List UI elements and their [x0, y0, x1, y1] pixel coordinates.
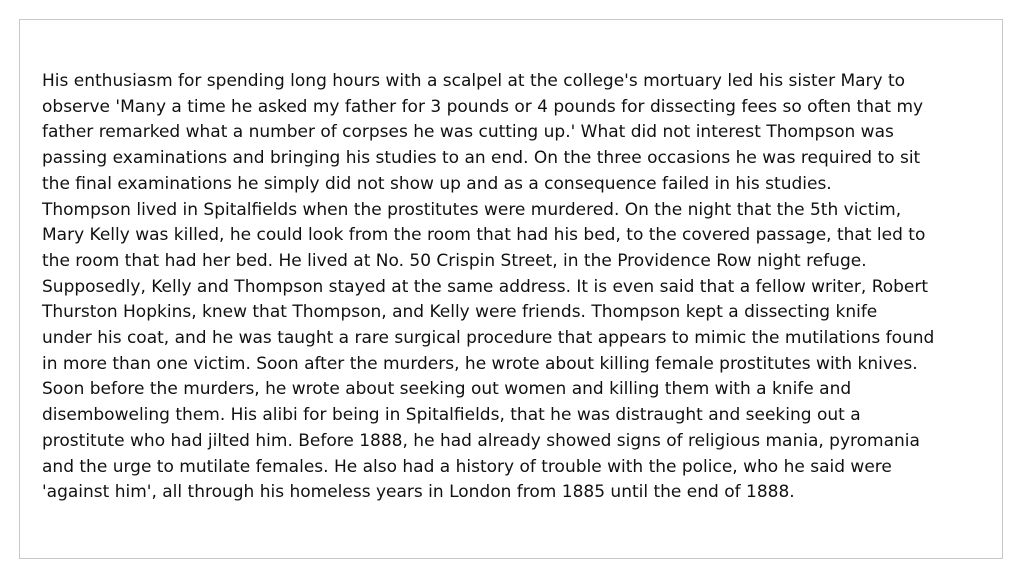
text-line: Thompson lived in Spitalfields when the prostitutes were murdered. On the night that the 5th victim, — [42, 199, 902, 220]
body-paragraph — [42, 69, 997, 506]
text-line: Soon before the murders, he wrote about seeking out women and killing them with a knife and — [42, 379, 852, 400]
text-line: Thurston Hopkins, knew that Thompson, and Kelly were friends. Thompson kept a dissecting knife — [42, 302, 878, 323]
text-line: prostitute who had jilted him. Before 1888, he had already showed signs of religious mania, pyromania — [42, 430, 920, 451]
text-line: the room that had her bed. He lived at No. 50 Crispin Street, in the Providence Row night refuge. — [42, 250, 867, 271]
text-line: and the urge to mutilate females. He also had a history of trouble with the police, who he said were — [42, 456, 892, 477]
text-line: the final examinations he simply did not show up and as a consequence failed in his studies. — [42, 173, 832, 194]
text-line: disemboweling them. His alibi for being in Spitalfields, that he was distraught and seeking out a — [42, 405, 861, 426]
text-line: passing examinations and bringing his studies to an end. On the three occasions he was required to sit — [42, 148, 921, 169]
slide-frame — [19, 19, 1003, 559]
text-line: Mary Kelly was killed, he could look from the room that had his bed, to the covered passage, that led to — [42, 225, 926, 246]
text-line: 'against him', all through his homeless years in London from 1885 until the end of 1888. — [42, 482, 795, 503]
text-line: in more than one victim. Soon after the murders, he wrote about killing female prostitutes with knives. — [42, 353, 918, 374]
text-line: under his coat, and he was taught a rare surgical procedure that appears to mimic the mutilations found — [42, 328, 935, 349]
text-line: observe 'Many a time he asked my father for 3 pounds or 4 pounds for dissecting fees so often that my — [42, 96, 924, 117]
text-line: father remarked what a number of corpses he was cutting up.' What did not interest Thompson was — [42, 122, 894, 143]
text-line: His enthusiasm for spending long hours with a scalpel at the college's mortuary led his sister Mary to — [42, 71, 906, 91]
text-line: Supposedly, Kelly and Thompson stayed at the same address. It is even said that a fellow writer, Robert — [42, 276, 929, 297]
